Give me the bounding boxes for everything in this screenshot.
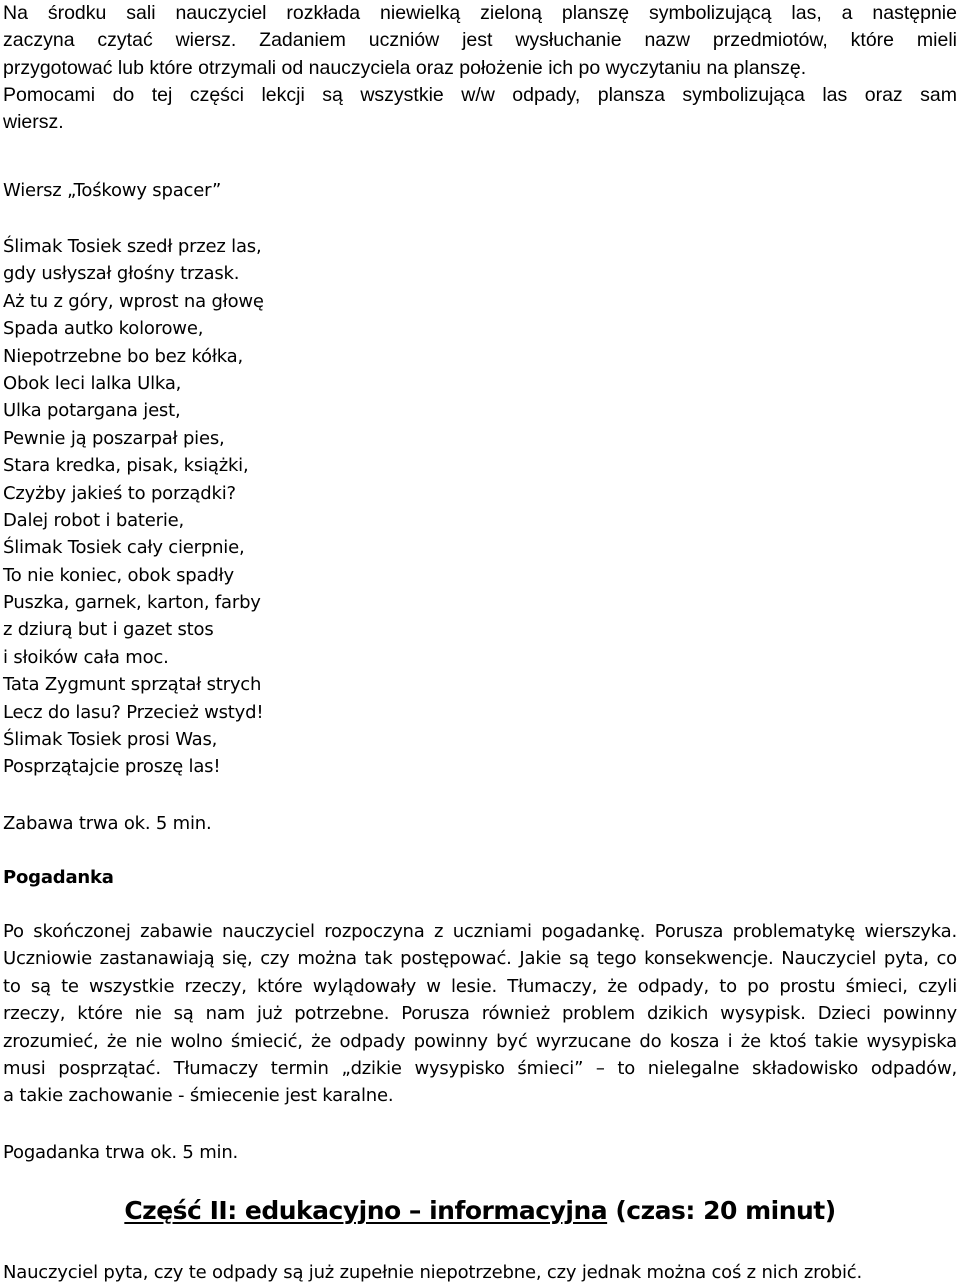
pogadanka-line: Uczniowie zastanawiają się, czy można tak postępować. Jakie są tego konsekwencje. Nauczyciel pyta, co [3, 948, 957, 970]
poem-line: Dalej robot i baterie, [3, 509, 185, 531]
intro-line: Na środku sali nauczyciel rozkłada niewielką zieloną planszę symbolizującą las, a następnie [3, 2, 957, 24]
part-two-heading-underlined: Część II: edukacyjno – informacyjna [124, 1196, 608, 1225]
document-page [3, 0, 957, 1283]
poem-line: Lecz do lasu? Przecież wstyd! [3, 701, 264, 723]
game-duration: Zabawa trwa ok. 5 min. [3, 813, 212, 834]
part-two-heading [3, 1193, 957, 1229]
poem-line: Niepotrzebne bo bez kółka, [3, 345, 243, 367]
poem-title: Wiersz „Tośkowy spacer” [3, 180, 222, 201]
pogadanka-line: a takie zachowanie - śmiecenie jest karalne. [3, 1085, 394, 1107]
poem-line: Ślimak Tosiek szedł przez las, [3, 236, 262, 257]
poem-line: Tata Zygmunt sprzątał strych [3, 674, 262, 696]
poem-line: To nie koniec, obok spadły [3, 564, 234, 586]
pogadanka-line: Po skończonej zabawie nauczyciel rozpoczyna z uczniami pogadankę. Porusza problematykę wierszyka. [3, 921, 957, 942]
pogadanka-paragraph [3, 918, 957, 1110]
poem-line: z dziurą but i gazet stos [3, 619, 214, 641]
poem-line: Ulka potargana jest, [3, 400, 181, 422]
pogadanka-line: musi posprzątać. Tłumaczy termin „dzikie wysypisko śmieci” – to nielegalne składowisko odpadów, [3, 1058, 957, 1080]
pogadanka-duration: Pogadanka trwa ok. 5 min. [3, 1142, 239, 1163]
poem-line: Czyżby jakieś to porządki? [3, 482, 236, 504]
pogadanka-heading: Pogadanka [3, 867, 114, 888]
poem-line: gdy usłyszał głośny trzask. [3, 263, 240, 285]
poem-line: Ślimak Tosiek prosi Was, [3, 729, 218, 751]
poem-line: Ślimak Tosiek cały cierpnie, [3, 537, 245, 559]
intro-line: wiersz. [3, 111, 64, 134]
intro-paragraph [3, 0, 957, 136]
intro-line: przygotować lub które otrzymali od nauczyciela oraz położenie ich po wyczytaniu na planszę. [3, 56, 807, 79]
poem-line: Posprzątajcie proszę las! [3, 756, 221, 778]
poem [3, 233, 264, 781]
pogadanka-line: rzeczy, które nie są nam już potrzebne. Porusza również problem dzikich wysypisk. Dzieci powinny [3, 1003, 957, 1025]
part-two-heading-time: (czas: 20 minut) [607, 1196, 836, 1225]
part-two-first-line: Nauczyciel pyta, czy te odpady są już zupełnie niepotrzebne, czy jednak można coś z nich zrobić. [3, 1262, 862, 1283]
pogadanka-line: zrozumieć, że nie wolno śmiecić, że odpady powinny być wyrzucane do kosza i że ktoś takie wysypiska [3, 1030, 957, 1052]
poem-line: Stara kredka, pisak, książki, [3, 455, 249, 477]
poem-line: Spada autko kolorowe, [3, 318, 204, 340]
poem-line: i słoików cała moc. [3, 646, 169, 668]
poem-line: Puszka, garnek, karton, farby [3, 592, 261, 614]
poem-line: Aż tu z góry, wprost na głowę [3, 290, 264, 312]
pogadanka-line: to są te wszystkie rzeczy, które wylądowały w lesie. Tłumaczy, że odpady, to po prostu śmieci, czyli [3, 975, 957, 997]
poem-line: Obok leci lalka Ulka, [3, 372, 182, 394]
poem-line: Pewnie ją poszarpał pies, [3, 427, 225, 449]
intro-line: Pomocami do tej części lekcji są wszystkie w/w odpady, plansza symbolizująca las oraz sam [3, 83, 957, 106]
intro-line: zaczyna czytać wiersz. Zadaniem uczniów jest wysłuchanie nazw przedmiotów, które mieli [3, 29, 957, 52]
